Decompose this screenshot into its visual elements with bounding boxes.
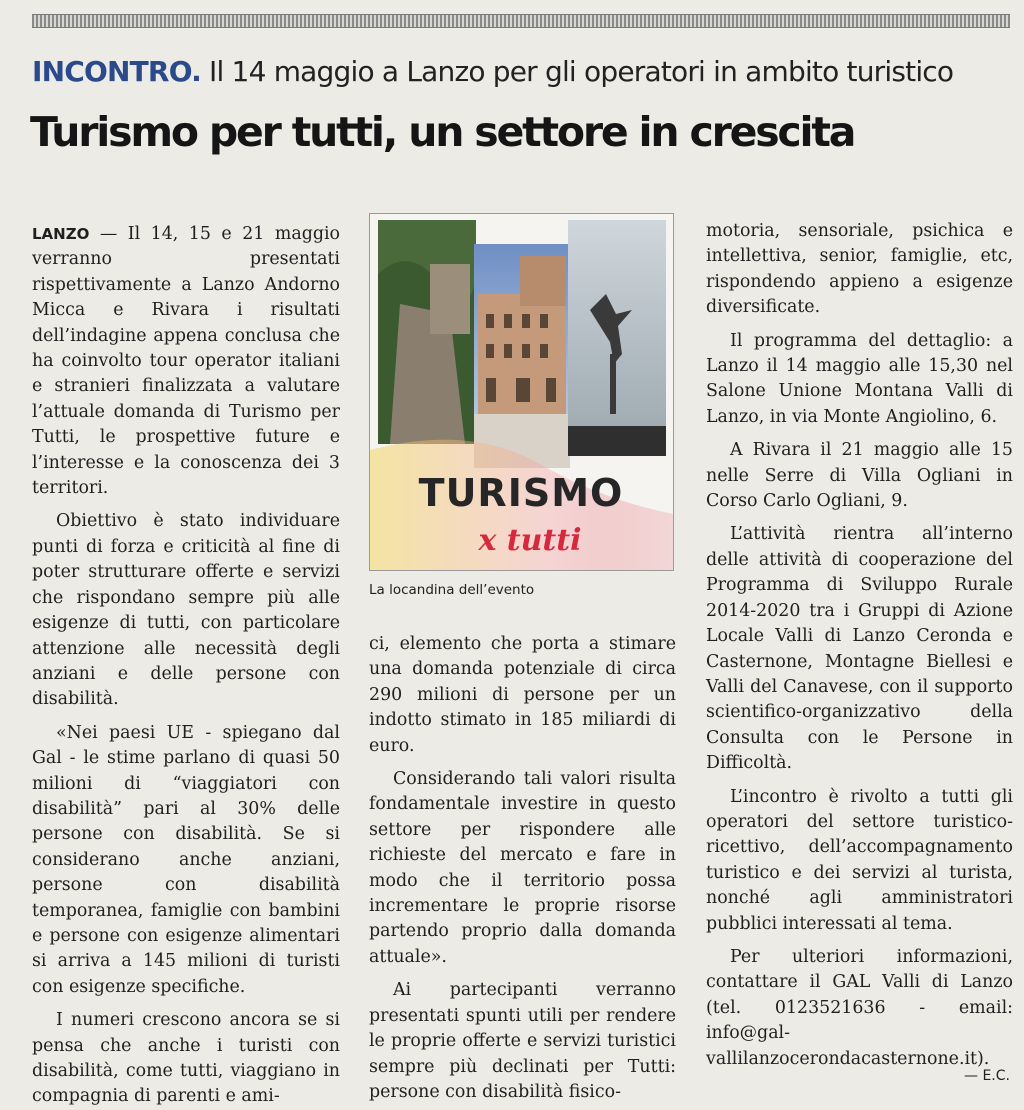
poster-script: x tutti xyxy=(478,523,582,558)
top-rule xyxy=(32,14,1010,28)
article-paragraph: ci, elemento che porta a stimare una domanda potenziale di circa 290 milioni di persone per un indotto stimato in 185 miliardi di euro. xyxy=(369,634,676,756)
article-paragraph: Considerando tali valori risulta fondamentale investire in questo settore per rispondere alle richieste del mercato e fare in modo che il territorio possa incrementare le proprie risorse partendo proprio dalla domanda attuale». xyxy=(369,769,676,967)
photo-panel-statue xyxy=(568,220,666,456)
photo-panel-palazzo xyxy=(474,244,570,468)
article-paragraph: Il programma del dettaglio: a Lanzo il 14 maggio alle 15,30 nel Salone Unione Montana Valli di Lanzo, in via Monte Angiolino, 6. xyxy=(706,330,1013,427)
poster-graphic xyxy=(370,214,673,570)
article-paragraph: Obiettivo è stato individuare punti di forza e criticità al fine di poter strutturare offerte e servizi che rispondano sempre più alle esigenze di tutti, con particolare attenzione alle necessità degli anziani e delle persone con disabilità. xyxy=(32,511,340,710)
article-paragraph: «Nei paesi UE - spiegano dal Gal - le stime parlano di quasi 50 milioni di “viaggiatori con disabilità” pari al 30% delle persone con disabilità. Se si considerano anche anziani, persone con disabilità temporanea, famiglie con bambini e persone con esigenze alimentari si arriva a 145 milioni di turisti con esigenze specifiche. xyxy=(32,722,340,997)
article-paragraph: Per ulteriori informazioni, contattare il GAL Valli di Lanzo (tel. 0123521636 - email: info@gal-vallilanzocerondacasternone.it). xyxy=(706,946,1013,1069)
article-paragraph: motoria, sensoriale, psichica e intellettiva, senior, famiglie, etc, rispondendo appieno a esigenze diversificate. xyxy=(706,221,1013,318)
kicker-tag: INCONTRO. xyxy=(32,55,201,88)
article-paragraph xyxy=(32,222,340,501)
kicker-text: Il 14 maggio a Lanzo per gli operatori in ambito turistico xyxy=(200,55,954,88)
event-poster xyxy=(369,213,674,571)
author-signature: — E.C. xyxy=(964,1068,1010,1084)
photo-panel-forest xyxy=(378,220,476,444)
poster-title: TURISMO xyxy=(418,471,624,515)
article-column-2 xyxy=(369,632,676,1105)
article-paragraph: A Rivara il 21 maggio alle 15 nelle Serre di Villa Ogliani in Corso Carlo Ogliani, 9. xyxy=(706,440,1013,512)
article-paragraph: L’incontro è rivolto a tutti gli operatori del settore turistico-ricettivo, dell’accompagnamento turistico e dei servizi al turista, nonché agli amministratori pubblici interessati al tema. xyxy=(706,786,1013,934)
article-paragraph: I numeri crescono ancora se si pensa che anche i turisti con disabilità, come tutti, viaggiano in compagnia di parenti e ami- xyxy=(32,1010,340,1107)
kicker xyxy=(32,52,1012,92)
article-column-1 xyxy=(32,222,340,1110)
article-paragraph: Ai partecipanti verranno presentati spunti utili per rendere le proprie offerte e servizi turistici sempre più declinati per Tutti: persone con disabilità fisico- xyxy=(369,980,676,1102)
headline: Turismo per tutti, un settore in crescita xyxy=(30,108,855,156)
poster-caption: La locandina dell’evento xyxy=(369,582,535,598)
paragraph-text: — Il 14, 15 e 21 maggio verranno presentati rispettivamente a Lanzo Andorno Micca e Rivara i risultati dell’indagine appena conclusa che ha coinvolto tour operator italiani e stranieri finalizzata a valutare l’attuale domanda di Turismo per Tutti, le prospettive future e l’interesse e la conoscenza dei 3 territori. xyxy=(32,224,340,499)
article-paragraph: L’attività rientra all’interno delle attività di cooperazione del Programma di Sviluppo Rurale 2014-2020 tra i Gruppi di Azione Locale Valli di Lanzo Ceronda e Casternone, Montagne Biellesi e Valli del Canavese, con il supporto scientifico-organizzativo della Consulta con le Persone in Difficoltà. xyxy=(706,524,1013,774)
article-column-3 xyxy=(706,219,1013,1072)
dateline: LANZO xyxy=(32,225,90,243)
